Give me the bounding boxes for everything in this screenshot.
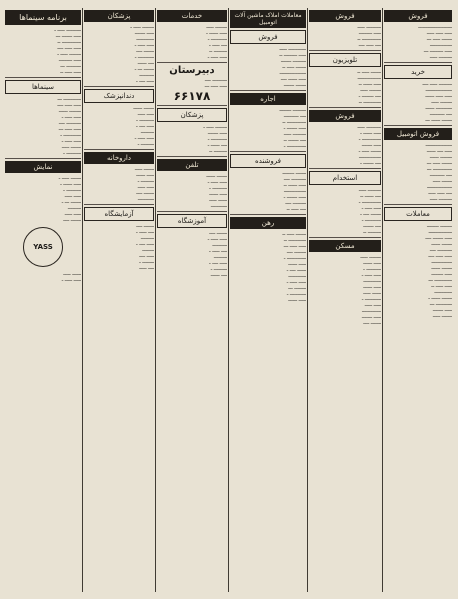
- section-header: استخدام: [309, 171, 381, 185]
- section-header: داروخانه: [84, 152, 154, 164]
- column-5: پزشکان ــــــــ ـــــ ـ ـــــ ـــــــ ــــــــــــ ـــــ ـــــ ـ ـــــــ ــــ ـــــــــــ ـ ــــ ــــــ ـــــــ ـــ ـ ــــــــــ ـــــ ــــ ـ دندانپزشک ـــــــ ــــــ ـــــ ـــــ ــــــــــ ـ ـــــ ــــ ـ ـــــــــ ـــــ ـــــ ـ ـــــــــ ـ داروخانه ـــــــ ـــــ ـــــ ــــــ ـــــــــ ـ ـــــ ـــــ ـــــــ ــــ ـــــــــــ آزمایشگاه ـــــــ ــــ ــــ ـــــ ـ ـــــــــ ـــــ ــــ ـ ــــــــ ـــــ ــــ ــــــــ ـ ــــ ـــــ: [84, 8, 154, 592]
- section-header: فروشنده: [230, 154, 306, 168]
- column-1: فروش ـــــــــــــــــــــــ ـــــ ـــــ ـــــ ـــــــ ـــــ ـــ ـــــــــــــــ ـــــ ـــــــــ ـــ ـــــــــ ـــــ خرید ـــــــــ ـــــ ــــ ــــــــــــــــــ ـــــ ـــــ ــــــ ــــــــ ـــــ ـــــــــــ ــــــ ــــ ــــــــــ ـــــــ ــــــ ـــ فروش اتومبیل ــــــــــــــــــ ـــــ ــــ ــــــ ــــــــ ــــــ ـــــــ ـــــ ـــ ـــــــــــــ ـــ ــــ ــــــــــ ـــــــ ـــــ ـــــــــــــــــ ــــ ـــــ ـــــ ـــــــــ ـــــ معاملات ــــــــ ــــــــ ــــــــــــــــ ـــــ ـــــــ ــــ ـــــــ ــــــ ــــــــــ ــــ ـــــ ـــــ ــــ ــــــــــــــ ـــــــ ــــــ ـــــ ــــــــ ــــــــــــ ـــ ـــــ ـــــ ــ ــــــــــــ ـــــــ ــــــ ـ ـــــــــــ ـــ ـــــ ـــــــ ـــــــ ـــــ: [384, 8, 452, 592]
- column-rule: [307, 8, 308, 592]
- section-header: فروش: [384, 10, 452, 22]
- section-header: سینماها: [5, 80, 81, 94]
- column-rule: [382, 8, 383, 592]
- section-header: رهن: [230, 217, 306, 229]
- section-header: تلفن: [157, 159, 227, 171]
- section-header: معاملات املاک ماشین آلات اتومبیل: [230, 10, 306, 28]
- section-header: مسکن: [309, 240, 381, 252]
- column-3: معاملات املاک ماشین آلات اتومبیل فروش ــــــــــــ ـــــ ـــــ ـــــــــ ــ ـــــــــ ـــــــ ـــــــ ـــــ ــ ــــــــــــــــــ ـــــ ــــــ ــــ ـــــــ ـــــــ اجاره ـــــــــ ــــــــ ــــ ــــــــــ ـــــــــــــ ــ ـــــ ـــــــ ـ ـــــــــ ـــــ ــــ ـــــــ ــ ـــــــــــــ ـ فروشنده ـــــــ ــــــــ ــــــــــ ــــ ـــــ ــــــ ــ ـــــــــــــــ ـــــ ـــــــ ـ ـــــــــ ــــ ــــ ـــــ ــ رهن ـــــــ ـــــ ــ ــــــــــــ ــ ـــــ ـــــ ـــ ــــــــ ــــ ـــــــــــــ ـ ـــــ ــــــ ــــــ ــــ ـ ــــــــــــ ـــــ ـــــ ـ ــــــــ ـــ ـــــــــــ ـ ـــــ ــــــ: [230, 8, 306, 592]
- section-header: دندانپزشک: [84, 89, 154, 103]
- section-header: نمایش: [5, 161, 81, 173]
- phone-number: ۶۶۱۷۸: [173, 89, 211, 103]
- section-header: آموزشگاه: [157, 214, 227, 228]
- section-header: پزشکان: [157, 108, 227, 122]
- section-header: معاملات: [384, 207, 452, 221]
- section-title: دبیرستان: [169, 65, 215, 76]
- section-header: پزشکان: [84, 10, 154, 22]
- section-header: فروش: [309, 10, 381, 22]
- column-rule: [155, 8, 156, 592]
- column-rule: [228, 8, 229, 592]
- section-header: خدمات: [157, 10, 227, 22]
- section-header: آزمایشگاه: [84, 207, 154, 221]
- section-header: خرید: [384, 65, 452, 79]
- column-4: خدمات ــــــــ ـــــ ـــــ ــــــ ـ ـــــــــــ ـ ــــ ـــــ ـ ـــــــــ ــ ـــــ ـــــ ـ دبیرستان ــــــــــ ــــ ـــــ ـــــ ـــ ۶۶۱۷۸ پزشکان ــــــــ ـــــ ـ ـــــ ـــــــ ـــــــــــ ـ ــــ ــــــ ـ ـــــــــ ــ تلفن ـــــــ ــــــ ـــــ ـــــ ـ ــــــــــ ـ ـــــ ــــــ ــــــ ـــــ ـــــــــــ آموزشگاه ـــــــ ــــ ـــــ ـــــ ـ ــــــــــ ــــ ـــــ ـ ـــــــــ ـــــ ــــ ـ ـــــــــ ـ ــــ ــــــ: [157, 8, 227, 592]
- yass-logo: YASS: [23, 227, 63, 267]
- column-rule: [82, 8, 83, 592]
- section-header: برنامه سینماها: [5, 10, 81, 25]
- section-header: تلویزیون: [309, 53, 381, 67]
- section-header: فروش: [309, 110, 381, 122]
- column-6: برنامه سینماها ــــــــــ ـــــ ـ ـــــ ـــــــ ـــ ـــــــــــــ ــ ـــــ ـــــ ــــ ــــــــ ـــــ ـ ـــــ ـــــــــ ــــــــــ ـــ ـــــ ـــــ ــ سینماها ــــــــــــ ـــ ـــــ ـــــ ــــ ــــــــ ــــــ ـــــ ـــــ ـ ــــــــــ ــــ ـــــ ـــــ ـــ ــــــــــــ ـ ـــــ ـــــ ـ ـــــــ ـــــ ــــــــــ ـ نمایش ـــــــ ـــــ ـ ـــــ ــــــ ـ ــــــــــ ـ ـــــ ـــــ ـــــــ ـــ ـ ـــــــــ ـــــ ـــــ ـــــــ ــــ YASS ــــــ ـــــ ـــــ ـــــ ـ: [5, 8, 81, 592]
- section-header: فروش اتومبیل: [384, 128, 452, 140]
- section-header: فروش: [230, 30, 306, 44]
- column-2: فروش ــــــــــ ـــــ ـــــ ـــــــــ ـــــــــــــ ــ ــــ ـــــ ــــ تلویزیون ـــــــ ـــــ ــ ــــــــــــــــ ـــــ ــــــ ــ ــــــــ ـــــ ــــ ــــــــ ـ ــــــــــــ ــ فروش ــــــــــ ـــــ ـــــ ــــــ ـ ـــــــــــــ ـ ـــــ ـــــــ ـــــــ ـــــ ـ ـــــــــــــــ ــــ ـــــــ ـ استخدام ـــــــــ ـــــ ــــ ــــــ ــ ـــــــــــــ ـ ـــــ ـــــ ـ ـــــــ ــــ ـ ـــــــــــ ـ ــــ ـــــــ ـــــــــ ــ مسکن ــــــــ ـــــ ـــــ ــــــ ــــــــــ ـ ـــــ ـــــ ـ ــــــــــــ ـــــ ــــــ ــــــ ـــــ ـــــــــــ ـ ـــــ ـــــ ـــــــــــــ ـــــ ـــــــ ـــــــ ــــ: [309, 8, 381, 592]
- section-header: اجاره: [230, 93, 306, 105]
